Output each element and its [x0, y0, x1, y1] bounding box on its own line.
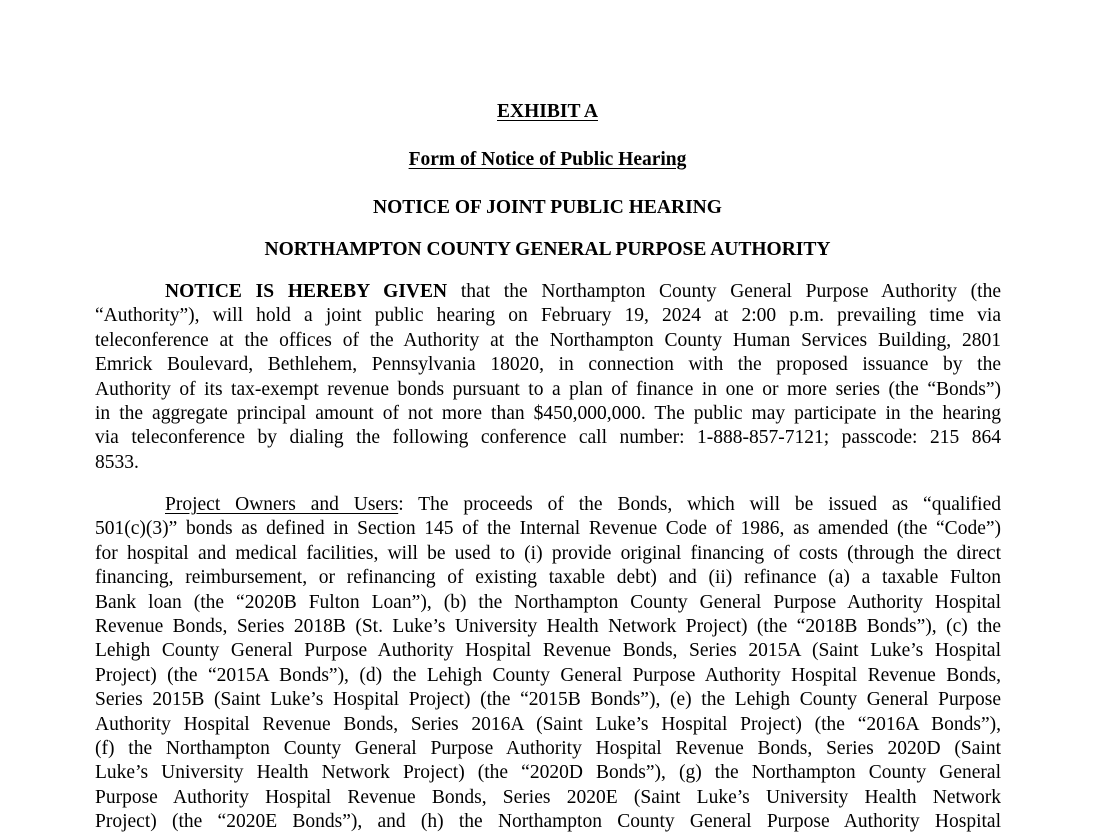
- project-owners-heading: Project Owners and Users: [165, 494, 399, 515]
- notice-lead: NOTICE IS HEREBY GIVEN: [165, 281, 448, 302]
- paragraph-line: Luke’s University Health Network Project) (the “2020D Bonds”), (g) the Northampton County General: [95, 762, 1001, 784]
- paragraph-line: teleconference at the offices of the Authority at the Northampton County Human Services Building, 2801: [95, 329, 1001, 351]
- paragraph-line: Series 2015B (Saint Luke’s Hospital Project) (the “2015B Bonds”), (e) the Lehigh County General Purpose: [95, 689, 1001, 711]
- exhibit-title: EXHIBIT A: [497, 101, 598, 122]
- paragraph-line: NOTICE IS HEREBY GIVEN that the Northampton County General Purpose Authority (the: [165, 281, 1001, 302]
- form-title: Form of Notice of Public Hearing: [408, 149, 687, 170]
- paragraph-line: Authority of its tax-exempt revenue bonds pursuant to a plan of finance in one or more series (the “Bonds”): [95, 378, 1001, 400]
- authority-title: NORTHAMPTON COUNTY GENERAL PURPOSE AUTHORITY: [264, 239, 831, 260]
- paragraph-line: (f) the Northampton County General Purpose Authority Hospital Revenue Bonds, Series 2020D (Saint: [95, 737, 1001, 759]
- paragraph-line: Revenue Bonds, Series 2018B (St. Luke’s University Health Network Project) (the “2018B Bonds”), (c) the: [95, 615, 1001, 637]
- project-owners-paragraph: [95, 493, 1001, 834]
- paragraph-line: Project Owners and Users: The proceeds of the Bonds, which will be issued as “qualified: [165, 494, 1001, 515]
- paragraph-line: Lehigh County General Purpose Authority Hospital Revenue Bonds, Series 2015A (Saint Luke’s Hospital: [95, 640, 1001, 662]
- paragraph-line: in the aggregate principal amount of not more than $450,000,000. The public may participate in the hearing: [95, 402, 1001, 424]
- paragraph-line: Purpose Authority Hospital Revenue Bonds, Series 2020E (Saint Luke’s University Health Network: [95, 786, 1001, 808]
- paragraph-line: Project) (the “2015A Bonds”), (d) the Lehigh County General Purpose Authority Hospital Revenue Bonds,: [95, 664, 1001, 686]
- paragraph-line: for hospital and medical facilities, will be used to (i) provide original financing of costs (through the direct: [95, 542, 1001, 564]
- paragraph-line: “Authority”), will hold a joint public hearing on February 19, 2024 at 2:00 p.m. prevailing time via: [95, 305, 1001, 327]
- notice-paragraph: [95, 280, 1001, 475]
- paragraph-line: Project) (the “2020E Bonds”), and (h) the Northampton County General Purpose Authority Hospital: [95, 811, 1001, 833]
- paragraph-line: Emrick Boulevard, Bethlehem, Pennsylvania 18020, in connection with the proposed issuance by the: [95, 354, 1001, 376]
- notice-title: NOTICE OF JOINT PUBLIC HEARING: [373, 197, 722, 218]
- paragraph-line: Authority Hospital Revenue Bonds, Series 2016A (Saint Luke’s Hospital Project) (the “2016A Bonds”),: [95, 713, 1001, 735]
- paragraph-line: 501(c)(3)” bonds as defined in Section 145 of the Internal Revenue Code of 1986, as amended (the “Code”): [95, 518, 1001, 540]
- paragraph-line: Bank loan (the “2020B Fulton Loan”), (b) the Northampton County General Purpose Authority Hospital: [95, 591, 1001, 613]
- paragraph-line: financing, reimbursement, or refinancing of existing taxable debt) and (ii) refinance (a) a taxable Fulton: [95, 567, 1001, 589]
- paragraph-line: via teleconference by dialing the following conference call number: 1-888-857-7121; passcode: 215 864: [95, 427, 1001, 449]
- paragraph-line: 8533.: [95, 451, 139, 473]
